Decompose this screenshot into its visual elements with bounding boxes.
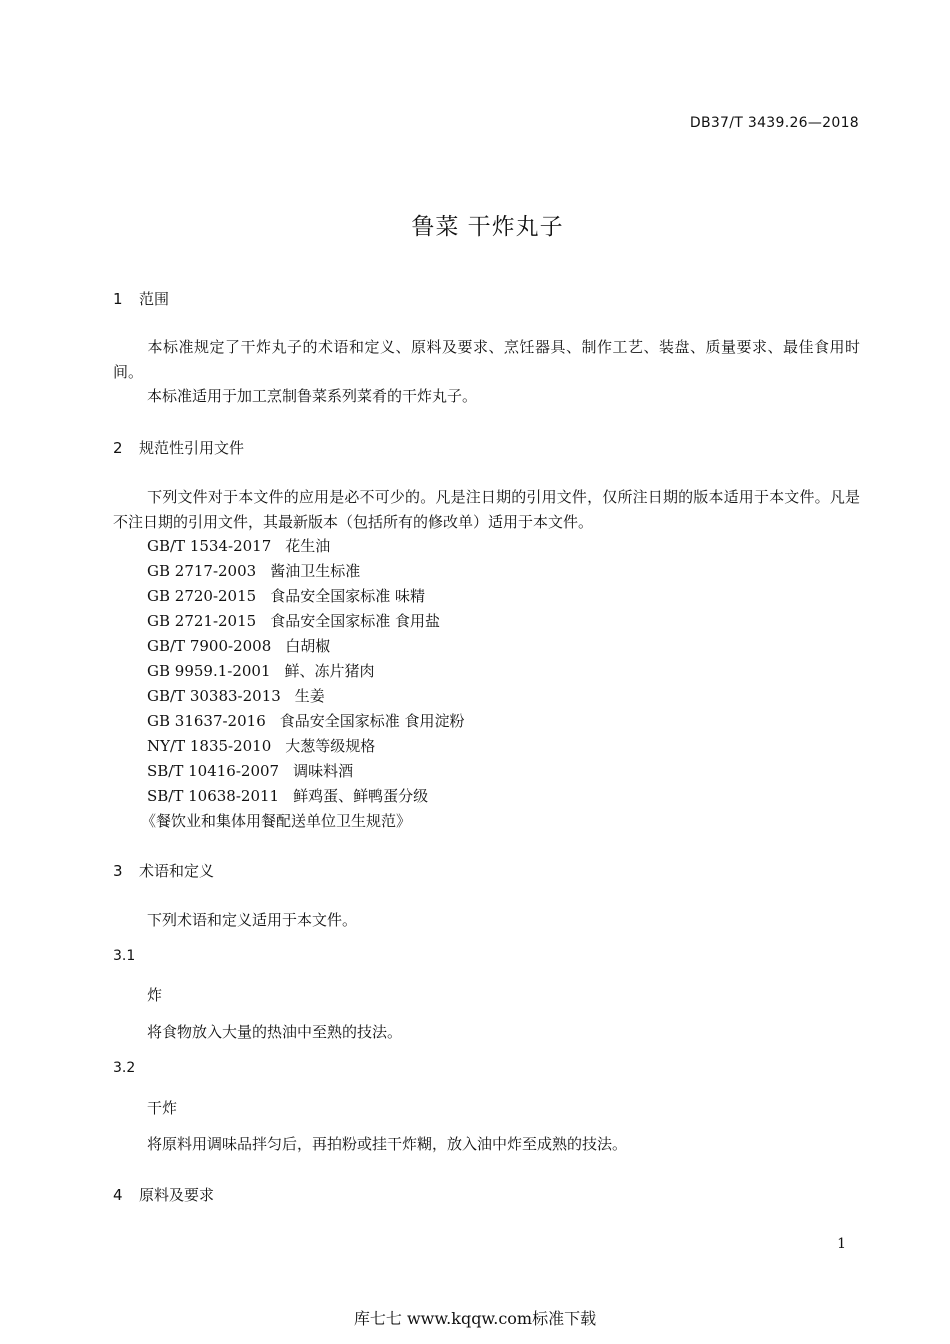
section-3-intro: 下列术语和定义适用于本文件。	[147, 911, 358, 929]
term-number: 3.2	[113, 1060, 136, 1076]
term-number: 3.1	[113, 948, 136, 964]
term-name: 炸	[147, 986, 163, 1004]
section-1-paragraph-1: 本标准规定了干炸丸子的术语和定义、原料及要求、烹饪器具、制作工艺、装盘、质量要求、最佳食用时间。	[113, 338, 860, 381]
reference-item: GB 31637-2016 食品安全国家标准 食用淀粉	[147, 712, 465, 730]
section-number: 4	[113, 1186, 123, 1204]
term-name: 干炸	[147, 1099, 178, 1117]
reference-item: NY/T 1835-2010 大葱等级规格	[147, 737, 376, 755]
section-title: 术语和定义	[139, 862, 215, 880]
term-definition: 将原料用调味品拌匀后，再拍粉或挂干炸糊，放入油中炸至成熟的技法。	[147, 1135, 628, 1153]
section-number: 2	[113, 439, 123, 457]
reference-item: GB 2720-2015 食品安全国家标准 味精	[147, 587, 425, 605]
section-number: 1	[113, 290, 123, 308]
reference-item: SB/T 10416-2007 调味料酒	[147, 762, 354, 780]
reference-item: GB/T 1534-2017 花生油	[147, 537, 331, 555]
reference-item: GB/T 7900-2008 白胡椒	[147, 637, 331, 655]
standard-code: DB37/T 3439.26—2018	[689, 115, 859, 131]
reference-item: GB 2721-2015 食品安全国家标准 食用盐	[147, 612, 440, 630]
reference-item: GB 2717-2003 酱油卫生标准	[147, 562, 361, 580]
reference-item: GB 9959.1-2001 鲜、冻片猪肉	[147, 662, 375, 680]
section-2-heading	[113, 437, 244, 458]
section-1-heading	[113, 288, 169, 309]
section-2-intro: 下列文件对于本文件的应用是必不可少的。凡是注日期的引用文件，仅所注日期的版本适用于本文件。凡是不注日期的引用文件，其最新版本（包括所有的修改单）适用于本文件。	[113, 488, 860, 531]
section-1-paragraph-2: 本标准适用于加工烹制鲁菜系列菜肴的干炸丸子。	[147, 387, 478, 405]
reference-item: SB/T 10638-2011 鲜鸡蛋、鲜鸭蛋分级	[147, 787, 429, 805]
section-4-heading	[113, 1184, 214, 1205]
reference-item: GB/T 30383-2013 生姜	[147, 687, 325, 705]
reference-item: 《餐饮业和集体用餐配送单位卫生规范》	[141, 812, 412, 830]
section-title: 原料及要求	[139, 1186, 215, 1204]
page-number: 1	[837, 1236, 846, 1252]
section-title: 范围	[139, 290, 170, 308]
term-definition: 将食物放入大量的热油中至熟的技法。	[147, 1023, 403, 1041]
document-title: 鲁菜 干炸丸子	[411, 214, 564, 240]
section-title: 规范性引用文件	[139, 439, 245, 457]
section-number: 3	[113, 862, 123, 880]
section-3-heading	[113, 860, 214, 881]
footer-watermark: 库七七 www.kqqw.com标准下载	[353, 1309, 597, 1328]
